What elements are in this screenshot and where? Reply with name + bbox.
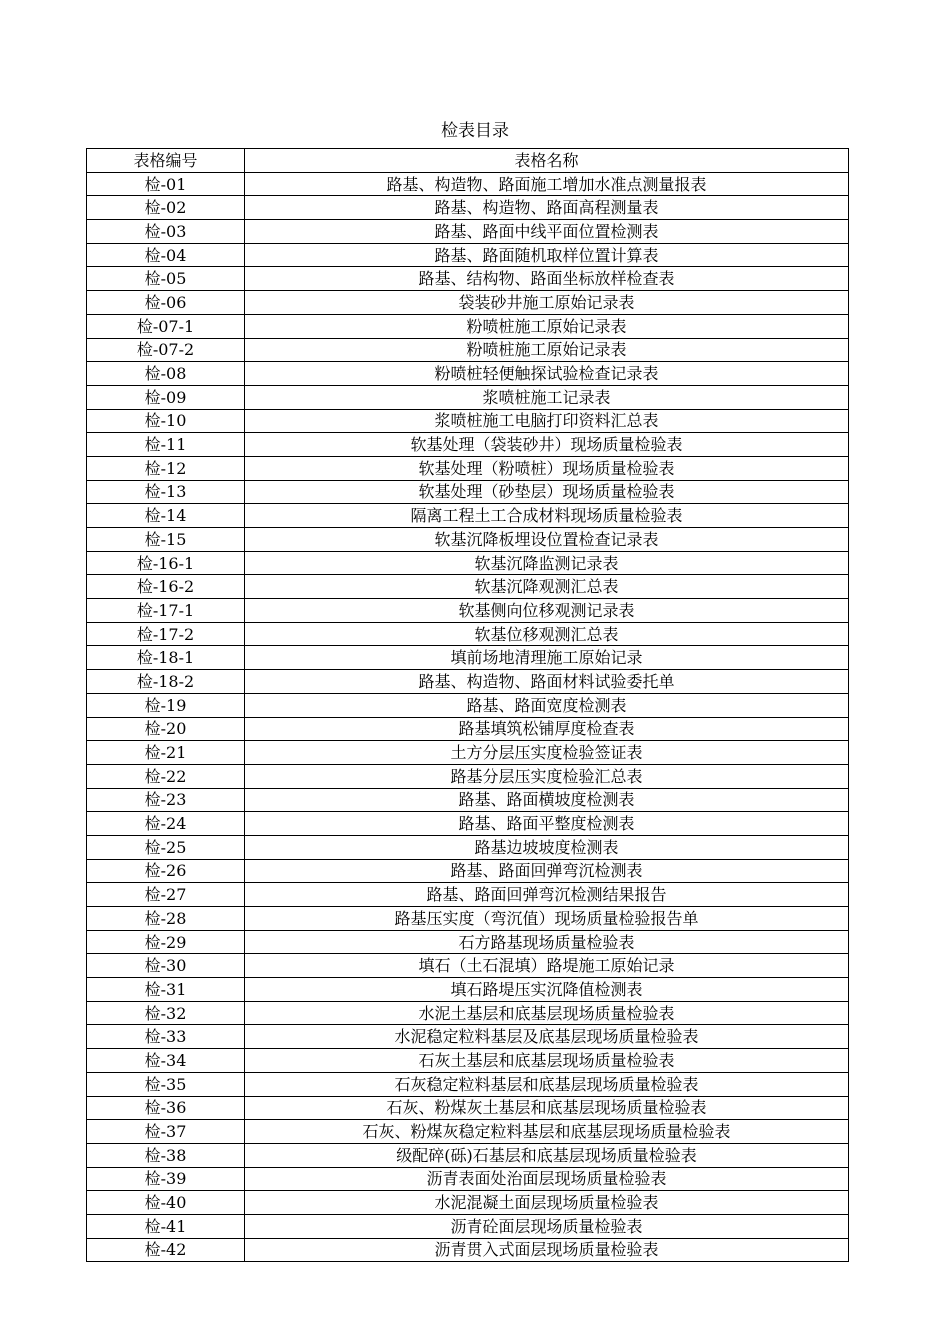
- index-table: [86, 148, 849, 1262]
- table-row: [87, 693, 849, 717]
- form-code-cell: 检-17-2: [87, 622, 245, 646]
- table-row: [87, 220, 849, 244]
- table-row: [87, 1143, 849, 1167]
- table-row: [87, 717, 849, 741]
- form-name-cell: 路基、构造物、路面材料试验委托单: [245, 670, 849, 694]
- form-code-cell: 检-27: [87, 883, 245, 907]
- form-name-cell: 软基处理（粉喷桩）现场质量检验表: [245, 456, 849, 480]
- form-code-cell: 检-16-2: [87, 575, 245, 599]
- form-name-cell: 水泥稳定粒料基层及底基层现场质量检验表: [245, 1025, 849, 1049]
- form-code-cell: 检-11: [87, 433, 245, 457]
- table-row: [87, 338, 849, 362]
- form-name-cell: 沥青表面处治面层现场质量检验表: [245, 1167, 849, 1191]
- table-row: [87, 1167, 849, 1191]
- form-name-cell: 水泥土基层和底基层现场质量检验表: [245, 1001, 849, 1025]
- form-code-cell: 检-07-1: [87, 314, 245, 338]
- form-code-cell: 检-25: [87, 835, 245, 859]
- form-code-cell: 检-19: [87, 693, 245, 717]
- form-name-cell: 石灰土基层和底基层现场质量检验表: [245, 1049, 849, 1073]
- table-row: [87, 575, 849, 599]
- form-name-cell: 石方路基现场质量检验表: [245, 930, 849, 954]
- form-name-cell: 填石（土石混填）路堤施工原始记录: [245, 954, 849, 978]
- form-code-cell: 检-24: [87, 812, 245, 836]
- form-code-cell: 检-32: [87, 1001, 245, 1025]
- form-name-cell: 软基位移观测汇总表: [245, 622, 849, 646]
- form-name-cell: 石灰、粉煤灰稳定粒料基层和底基层现场质量检验表: [245, 1120, 849, 1144]
- form-code-cell: 检-37: [87, 1120, 245, 1144]
- form-code-cell: 检-07-2: [87, 338, 245, 362]
- form-name-cell: 软基沉降观测汇总表: [245, 575, 849, 599]
- form-name-cell: 路基、路面宽度检测表: [245, 693, 849, 717]
- form-name-cell: 路基、路面中线平面位置检测表: [245, 220, 849, 244]
- form-code-cell: 检-14: [87, 504, 245, 528]
- table-row: [87, 835, 849, 859]
- form-code-cell: 检-38: [87, 1143, 245, 1167]
- table-row: [87, 907, 849, 931]
- form-name-cell: 沥青砼面层现场质量检验表: [245, 1214, 849, 1238]
- form-name-cell: 级配碎(砾)石基层和底基层现场质量检验表: [245, 1143, 849, 1167]
- form-code-cell: 检-02: [87, 196, 245, 220]
- table-row: [87, 622, 849, 646]
- form-name-cell: 路基边坡坡度检测表: [245, 835, 849, 859]
- table-row: [87, 528, 849, 552]
- form-code-cell: 检-28: [87, 907, 245, 931]
- table-header-row: [87, 149, 849, 173]
- table-row: [87, 267, 849, 291]
- table-row: [87, 551, 849, 575]
- form-code-cell: 检-18-2: [87, 670, 245, 694]
- form-name-cell: 沥青贯入式面层现场质量检验表: [245, 1238, 849, 1262]
- table-row: [87, 314, 849, 338]
- table-body: [87, 172, 849, 1262]
- form-code-cell: 检-17-1: [87, 599, 245, 623]
- table-row: [87, 362, 849, 386]
- form-name-cell: 路基、路面随机取样位置计算表: [245, 243, 849, 267]
- form-name-cell: 填石路堤压实沉降值检测表: [245, 978, 849, 1002]
- form-name-cell: 软基侧向位移观测记录表: [245, 599, 849, 623]
- form-code-cell: 检-33: [87, 1025, 245, 1049]
- form-name-cell: 水泥混凝土面层现场质量检验表: [245, 1191, 849, 1215]
- form-code-cell: 检-18-1: [87, 646, 245, 670]
- form-code-cell: 检-10: [87, 409, 245, 433]
- form-name-cell: 填前场地清理施工原始记录: [245, 646, 849, 670]
- form-code-cell: 检-20: [87, 717, 245, 741]
- form-code-cell: 检-31: [87, 978, 245, 1002]
- form-name-cell: 软基处理（砂垫层）现场质量检验表: [245, 480, 849, 504]
- form-code-cell: 检-05: [87, 267, 245, 291]
- form-code-cell: 检-26: [87, 859, 245, 883]
- page-title: 检表目录: [441, 121, 509, 141]
- form-code-cell: 检-21: [87, 741, 245, 765]
- table-row: [87, 456, 849, 480]
- header-form-name: 表格名称: [245, 149, 849, 173]
- form-code-cell: 检-40: [87, 1191, 245, 1215]
- form-name-cell: 路基、路面平整度检测表: [245, 812, 849, 836]
- table-row: [87, 670, 849, 694]
- table-row: [87, 1001, 849, 1025]
- form-code-cell: 检-03: [87, 220, 245, 244]
- table-row: [87, 1049, 849, 1073]
- form-name-cell: 路基、路面回弹弯沉检测表: [245, 859, 849, 883]
- table-row: [87, 1238, 849, 1262]
- table-row: [87, 764, 849, 788]
- table-row: [87, 172, 849, 196]
- form-name-cell: 隔离工程土工合成材料现场质量检验表: [245, 504, 849, 528]
- table-row: [87, 954, 849, 978]
- table-row: [87, 1025, 849, 1049]
- form-code-cell: 检-29: [87, 930, 245, 954]
- form-code-cell: 检-42: [87, 1238, 245, 1262]
- form-name-cell: 浆喷桩施工记录表: [245, 385, 849, 409]
- table-row: [87, 812, 849, 836]
- form-name-cell: 浆喷桩施工电脑打印资料汇总表: [245, 409, 849, 433]
- table-row: [87, 385, 849, 409]
- table-row: [87, 859, 849, 883]
- form-name-cell: 路基、路面横坡度检测表: [245, 788, 849, 812]
- form-name-cell: 软基沉降板埋设位置检查记录表: [245, 528, 849, 552]
- table-row: [87, 1096, 849, 1120]
- form-name-cell: 粉喷桩轻便触探试验检查记录表: [245, 362, 849, 386]
- form-code-cell: 检-23: [87, 788, 245, 812]
- form-code-cell: 检-34: [87, 1049, 245, 1073]
- table-row: [87, 409, 849, 433]
- form-code-cell: 检-16-1: [87, 551, 245, 575]
- table-row: [87, 1214, 849, 1238]
- table-row: [87, 1191, 849, 1215]
- form-code-cell: 检-12: [87, 456, 245, 480]
- form-name-cell: 软基沉降监测记录表: [245, 551, 849, 575]
- form-code-cell: 检-13: [87, 480, 245, 504]
- form-name-cell: 袋装砂井施工原始记录表: [245, 291, 849, 315]
- form-code-cell: 检-22: [87, 764, 245, 788]
- table-row: [87, 196, 849, 220]
- header-form-code: 表格编号: [87, 149, 245, 173]
- table-row: [87, 788, 849, 812]
- form-code-cell: 检-08: [87, 362, 245, 386]
- table-row: [87, 599, 849, 623]
- form-code-cell: 检-04: [87, 243, 245, 267]
- form-name-cell: 路基、构造物、路面高程测量表: [245, 196, 849, 220]
- table-row: [87, 1120, 849, 1144]
- form-name-cell: 路基、结构物、路面坐标放样检查表: [245, 267, 849, 291]
- form-name-cell: 石灰、粉煤灰土基层和底基层现场质量检验表: [245, 1096, 849, 1120]
- form-name-cell: 路基压实度（弯沉值）现场质量检验报告单: [245, 907, 849, 931]
- form-code-cell: 检-30: [87, 954, 245, 978]
- table-row: [87, 243, 849, 267]
- form-name-cell: 路基、路面回弹弯沉检测结果报告: [245, 883, 849, 907]
- table-row: [87, 504, 849, 528]
- form-code-cell: 检-39: [87, 1167, 245, 1191]
- form-code-cell: 检-36: [87, 1096, 245, 1120]
- table-row: [87, 291, 849, 315]
- table-row: [87, 646, 849, 670]
- table-row: [87, 433, 849, 457]
- form-name-cell: 土方分层压实度检验签证表: [245, 741, 849, 765]
- form-name-cell: 路基、构造物、路面施工增加水准点测量报表: [245, 172, 849, 196]
- table-row: [87, 883, 849, 907]
- form-code-cell: 检-41: [87, 1214, 245, 1238]
- form-name-cell: 路基分层压实度检验汇总表: [245, 764, 849, 788]
- form-code-cell: 检-15: [87, 528, 245, 552]
- form-code-cell: 检-35: [87, 1072, 245, 1096]
- form-code-cell: 检-01: [87, 172, 245, 196]
- table-row: [87, 480, 849, 504]
- form-name-cell: 粉喷桩施工原始记录表: [245, 338, 849, 362]
- form-name-cell: 路基填筑松铺厚度检查表: [245, 717, 849, 741]
- table-row: [87, 1072, 849, 1096]
- form-name-cell: 软基处理（袋装砂井）现场质量检验表: [245, 433, 849, 457]
- table-row: [87, 930, 849, 954]
- form-code-cell: 检-06: [87, 291, 245, 315]
- form-name-cell: 粉喷桩施工原始记录表: [245, 314, 849, 338]
- form-name-cell: 石灰稳定粒料基层和底基层现场质量检验表: [245, 1072, 849, 1096]
- table-row: [87, 741, 849, 765]
- form-code-cell: 检-09: [87, 385, 245, 409]
- table-row: [87, 978, 849, 1002]
